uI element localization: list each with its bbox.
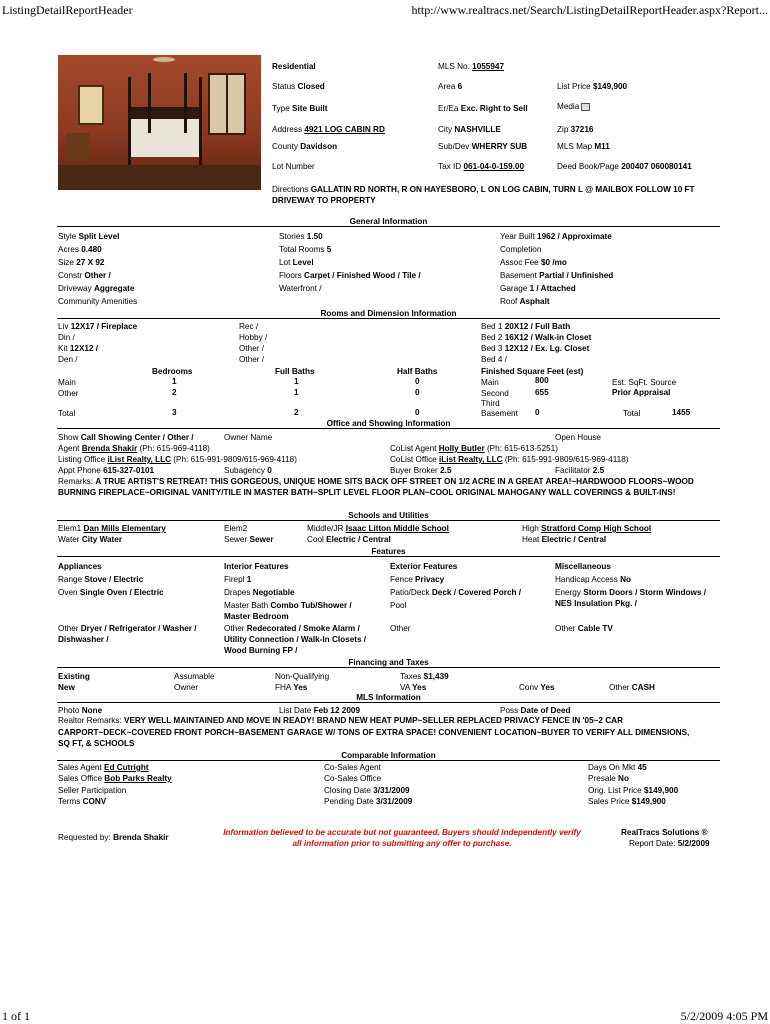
other-half-baths: 0: [415, 388, 420, 397]
size: Size 27 X 92: [58, 258, 105, 267]
water: Water City Water: [58, 535, 123, 544]
assoc-fee: Assoc Fee $0 /mo: [500, 258, 567, 267]
company-name: RealTracs Solutions ®: [621, 828, 708, 837]
photo: Photo None: [58, 706, 103, 715]
high-school: High Stratford Comp High School: [522, 524, 652, 533]
middle-school: Middle/JR Isaac Litton Middle School: [307, 524, 449, 533]
agent: Agent Brenda Shakir (Ph: 615-969-4118): [58, 444, 210, 453]
other-appliances: Other Dryer / Refrigerator / Washer / Dishwasher /: [58, 624, 197, 645]
list-date: List Date Feb 12 2009: [279, 706, 361, 715]
floors: Floors Carpet / Finished Wood / Tile /: [279, 271, 421, 280]
sqft-total: 1455: [672, 408, 691, 417]
room-bed4: Bed 4 /: [481, 355, 507, 364]
handicap-access: Handicap Access No: [555, 575, 632, 584]
tax-id-link[interactable]: 061-04-0-159.00: [463, 162, 525, 171]
address-link[interactable]: 4921 LOG CABIN RD: [304, 125, 385, 134]
listing-office: Listing Office iList Realty, LLC (Ph: 615-991-9809/615-969-4118): [58, 455, 297, 464]
constr: Constr Other /: [58, 271, 111, 280]
possession: Poss Date of Deed: [500, 706, 571, 715]
section-office: Office and Showing Information: [57, 418, 720, 429]
high-school-link[interactable]: Stratford Comp High School: [541, 524, 652, 533]
main-bedrooms: 1: [172, 377, 177, 386]
year-built: Year Built 1962 / Approximate: [500, 232, 612, 241]
conv: Conv Yes: [519, 683, 555, 692]
presale: Presale No: [588, 774, 629, 783]
baths-row-total-label: Total: [58, 409, 76, 418]
community-amenities: Community Amenities: [58, 297, 138, 306]
va: VA Yes: [400, 683, 427, 692]
energy: Energy Storm Doors / Storm Windows / NES Insulation Pkg. /: [555, 588, 706, 609]
non-qualifying: Non-Qualifying: [275, 672, 330, 681]
other-full-baths: 1: [294, 388, 299, 397]
elem1-link[interactable]: Dan Mills Elementary: [83, 524, 166, 533]
lot: Lot Level: [279, 258, 314, 267]
other-misc: Other Cable TV: [555, 624, 613, 633]
room-bed3: Bed 3 12X12 / Ex. Lg. Closet: [481, 344, 590, 353]
listing-office-link[interactable]: iList Realty, LLC: [107, 455, 172, 464]
build-type: Type Site Built: [272, 104, 328, 113]
room-kit: Kit 12X12 /: [58, 344, 99, 353]
fireplace: Firepl 1: [224, 575, 252, 584]
co-sales-agent: Co-Sales Agent: [324, 763, 381, 772]
room-other-2: Other /: [239, 355, 265, 364]
driveway: Driveway Aggregate: [58, 284, 135, 293]
sqft-third-label: Third: [481, 399, 500, 408]
main-half-baths: 0: [415, 377, 420, 386]
elem1: Elem1 Dan Mills Elementary: [58, 524, 166, 533]
sqft-basement: 0: [535, 408, 540, 417]
appliances-header: Appliances: [58, 562, 102, 571]
agent-link[interactable]: Brenda Shakir: [81, 444, 138, 453]
sqft-main-label: Main: [481, 378, 499, 387]
master-bath: Master Bath Combo Tub/Shower / Master Bedroom: [224, 601, 352, 622]
oven: Oven Single Oven / Electric: [58, 588, 164, 597]
room-den: Den /: [58, 355, 78, 364]
patio-deck: Patio/Deck Deck / Covered Porch /: [390, 588, 522, 597]
disclaimer: Information believed to be accurate but not guaranteed. Buyers should independently verify all information prior to submitting any offer to purchase.: [223, 828, 581, 849]
assumable: Assumable: [174, 672, 215, 681]
bedrooms-header: Bedrooms: [152, 367, 193, 376]
mls-number: MLS No. 1055947: [438, 62, 505, 71]
open-house: Open House: [555, 433, 601, 442]
baths-row-main-label: Main: [58, 378, 76, 387]
owner-name: Owner Name: [224, 433, 273, 442]
listing-photo: [58, 55, 261, 190]
orig-list-price: Orig. List Price $149,900: [588, 786, 679, 795]
sqft-second-label: Second: [481, 389, 509, 398]
colist-office: CoList Office iList Realty, LLC (Ph: 615-991-9809/615-969-4118): [390, 455, 629, 464]
sales-agent-link[interactable]: Ed Cutright: [103, 763, 149, 772]
sqft-basement-label: Basement: [481, 409, 518, 418]
sqft-main: 800: [535, 376, 549, 385]
room-bed2: Bed 2 16X12 / Walk-in Closet: [481, 333, 592, 342]
owner-financing: Owner: [174, 683, 199, 692]
other-bedrooms: 2: [172, 388, 177, 397]
stories: Stories 1.50: [279, 232, 323, 241]
misc-header: Miscellaneous: [555, 562, 611, 571]
middle-school-link[interactable]: Isaac Litton Middle School: [345, 524, 449, 533]
sales-office-link[interactable]: Bob Parks Realty: [104, 774, 172, 783]
drapes: Drapes Negotiable: [224, 588, 295, 597]
sales-agent: Sales Agent Ed Cutright: [58, 763, 149, 772]
realtor-remarks: Realtor Remarks: VERY WELL MAINTAINED AND MOVE IN READY! BRAND NEW HEAT PUMP~SELLER REPLACED PRIVACY FENCE IN '05~2 CAR CARPORT~DECK~COVERED FRONT PORCH~BASEMENT GARAGE W/ TONS OF EXTRA SPACE! CONVENIENT LOCATION~BUYER TO VERIFY ALL DIMENSIONS, SQ FT, & SCHOOLS: [58, 716, 690, 749]
other-financing: Other CASH: [609, 683, 655, 692]
report-date: Report Date: 5/2/2009: [629, 839, 710, 848]
print-datetime: 5/2/2009 4:05 PM: [680, 1009, 768, 1023]
sqft-source-label: Est. SqFt. Source: [612, 378, 677, 387]
full-baths-header: Full Baths: [275, 367, 315, 376]
exterior-header: Exterior Features: [390, 562, 458, 571]
closing-date: Closing Date 3/31/2009: [324, 786, 410, 795]
room-liv: Liv 12X17 / Fireplace: [58, 322, 138, 331]
zip: Zip 37216: [557, 125, 594, 134]
room-bed1: Bed 1 20X12 / Full Bath: [481, 322, 571, 331]
mls-map: MLS Map M11: [557, 142, 610, 151]
sewer: Sewer Sewer: [224, 535, 274, 544]
total-half-baths: 0: [415, 408, 420, 417]
days-on-market: Days On Mkt 45: [588, 763, 647, 772]
show: Show Call Showing Center / Other /: [58, 433, 194, 442]
sales-price: Sales Price $149,900: [588, 797, 666, 806]
section-financing: Financing and Taxes: [57, 657, 720, 668]
room-hobby: Hobby /: [239, 333, 268, 342]
room-din: Din /: [58, 333, 75, 342]
total-rooms: Total Rooms 5: [279, 245, 332, 254]
room-other-1: Other /: [239, 344, 265, 353]
section-features: Features: [57, 546, 720, 557]
status: Status Closed: [272, 82, 325, 91]
section-comparable: Comparable Information: [57, 750, 720, 761]
cool: Cool Electric / Central: [307, 535, 391, 544]
interior-header: Interior Features: [224, 562, 289, 571]
style: Style Split Level: [58, 232, 120, 241]
co-sales-office: Co-Sales Office: [324, 774, 382, 783]
erea: Er/Ea Exc. Right to Sell: [438, 104, 528, 113]
basement: Basement Partial / Unfinished: [500, 271, 614, 280]
sqft-header: Finished Square Feet (est): [481, 367, 584, 376]
colist-office-link[interactable]: iList Realty, LLC: [439, 455, 503, 464]
fence: Fence Privacy: [390, 575, 445, 584]
garage: Garage 1 / Attached: [500, 284, 576, 293]
other-interior: Other Redecorated / Smoke Alarm / Utility Connection / Walk-In Closets / Wood Burning FP /: [224, 624, 367, 656]
sqft-source: Prior Appraisal: [612, 388, 671, 397]
finance-new: New: [58, 683, 75, 692]
section-rooms: Rooms and Dimension Information: [57, 308, 720, 319]
total-bedrooms: 3: [172, 408, 177, 417]
media: Media: [557, 101, 590, 112]
room-rec: Rec /: [239, 322, 259, 331]
main-full-baths: 1: [294, 377, 299, 386]
area: Area 6: [438, 82, 463, 91]
pool: Pool: [390, 601, 407, 610]
other-exterior: Other: [390, 624, 411, 633]
roof: Roof Asphalt: [500, 297, 550, 306]
heat: Heat Electric / Central: [522, 535, 607, 544]
county: County Davidson: [272, 142, 338, 151]
colist-agent: CoList Agent Holly Butler (Ph: 615-613-5251): [390, 444, 558, 453]
waterfront: Waterfront /: [279, 284, 322, 293]
property-type: Residential: [272, 62, 316, 71]
section-general-information: General Information: [57, 216, 720, 227]
acres: Acres 0.480: [58, 245, 102, 254]
baths-row-other-label: Other: [58, 389, 79, 398]
half-baths-header: Half Baths: [397, 367, 438, 376]
sales-office: Sales Office Bob Parks Realty: [58, 774, 172, 783]
colist-agent-link[interactable]: Holly Butler: [438, 444, 485, 453]
subagency: Subagency 0: [224, 466, 272, 475]
media-camera-icon[interactable]: [581, 103, 590, 111]
lot-number: Lot Number: [272, 162, 315, 171]
range: Range Stove / Electric: [58, 575, 144, 584]
print-url: http://www.realtracs.net/Search/ListingDetailReportHeader.aspx?Report...: [411, 3, 768, 17]
sqft-total-label: Total: [623, 409, 641, 418]
subdev: Sub/Dev WHERRY SUB: [438, 142, 528, 151]
elem2: Elem2: [224, 524, 248, 533]
deed-book: Deed Book/Page 200407 060080141: [557, 162, 692, 171]
fha: FHA Yes: [275, 683, 308, 692]
tax-id: Tax ID 061-04-0-159.00: [438, 162, 525, 171]
print-page-title: ListingDetailReportHeader: [2, 3, 133, 17]
directions: Directions GALLATIN RD NORTH, R ON HAYESBORO, L ON LOG CABIN, TURN L @ MAILBOX FOLLOW 10 FT DRIVEWAY TO PROPERTY: [272, 185, 695, 206]
address: Address 4921 LOG CABIN RD: [272, 125, 385, 134]
facilitator: Facilitator 2.5: [555, 466, 605, 475]
seller-participation: Seller Participation: [58, 786, 127, 795]
completion: Completion: [500, 245, 542, 254]
requested-by: Requested by: Brenda Shakir: [58, 833, 169, 842]
total-full-baths: 2: [294, 408, 299, 417]
section-schools: Schools and Utilities: [57, 510, 720, 521]
city: City NASHVILLE: [438, 125, 501, 134]
print-page-count: 1 of 1: [2, 1009, 30, 1023]
appt-phone: Appt Phone 615-327-0101: [58, 466, 155, 475]
list-price: List Price $149,900: [557, 82, 628, 91]
buyer-broker: Buyer Broker 2.5: [390, 466, 452, 475]
pending-date: Pending Date 3/31/2009: [324, 797, 413, 806]
mls-number-link[interactable]: 1055947: [472, 62, 505, 71]
remarks: Remarks: A TRUE ARTIST'S RETREAT! THIS GORGEOUS, UNIQUE HOME SITS BACK OFF STREET ON 1/2 ACRE IN A GREAT AREA!~HARDWOOD FLOORS~WOOD BURNING FIREPLACE~ORIGINAL VANITY/TILE IN MASTER BATH~SPLIT LEVEL FLOOR PLAN~COOL ORIGINAL MAHOGANY WALL COVERINGS & BUILT-INS!: [58, 477, 694, 498]
section-mls: MLS Information: [57, 692, 720, 703]
terms: Terms CONV: [58, 797, 107, 806]
taxes: Taxes $1,439: [400, 672, 449, 681]
finance-existing: Existing: [58, 672, 90, 681]
sqft-second: 655: [535, 388, 549, 397]
